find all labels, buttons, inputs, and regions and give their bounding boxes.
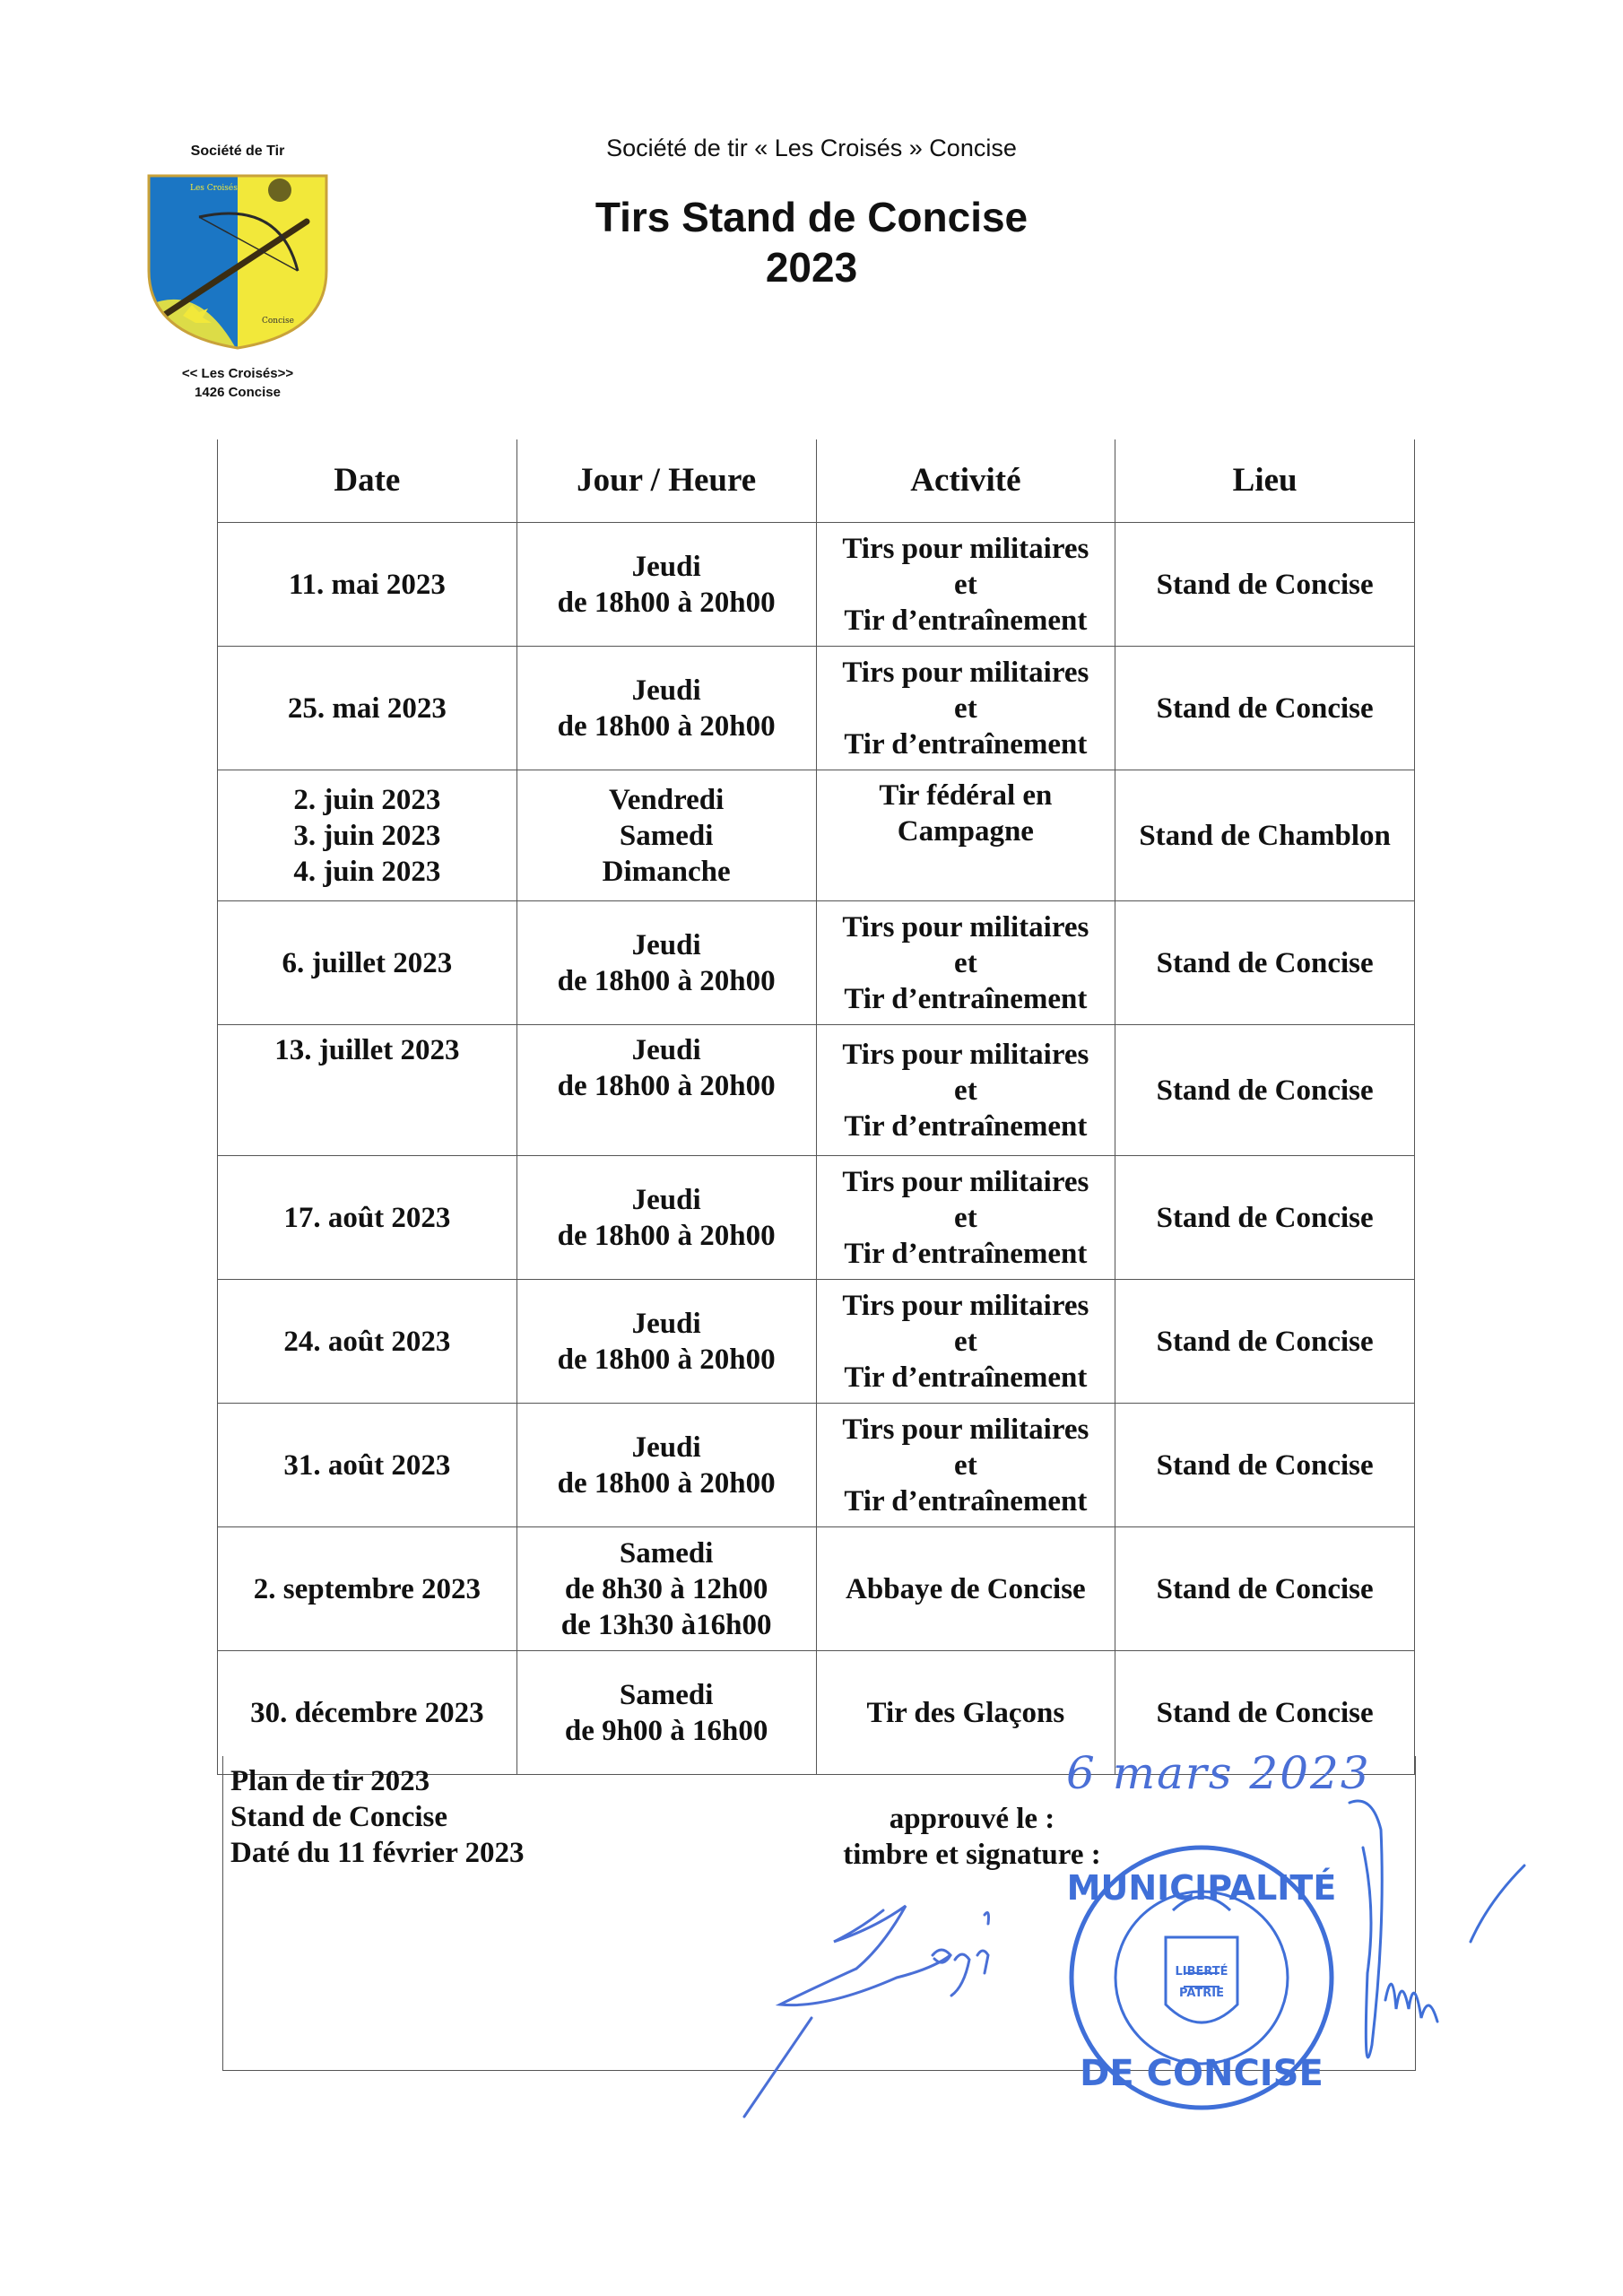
- approved-label: approuvé le :: [889, 1803, 1055, 1835]
- plan-line1: Plan de tir 2023: [230, 1765, 430, 1797]
- cell-date: 17. août 2023: [218, 1156, 517, 1280]
- organization-name: Société de tir « Les Croisés » Concise: [606, 135, 1017, 161]
- cell-lieu: Stand de Concise: [1115, 1280, 1415, 1404]
- cell-activite: Tirs pour militaires et Tir d’entraînement: [816, 901, 1115, 1025]
- cell-date: 31. août 2023: [218, 1404, 517, 1527]
- cell-lieu: Stand de Chamblon: [1115, 770, 1415, 901]
- cell-lieu: Stand de Concise: [1115, 1404, 1415, 1527]
- column-header-jour: Jour / Heure: [516, 439, 816, 523]
- cell-activite: Tirs pour militaires et Tir d’entraînement: [816, 1156, 1115, 1280]
- cell-date: 25. mai 2023: [218, 647, 517, 770]
- cell-lieu: Stand de Concise: [1115, 901, 1415, 1025]
- title-line1: Tirs Stand de Concise: [595, 194, 1028, 240]
- cell-lieu: Stand de Concise: [1115, 523, 1415, 647]
- cell-jour: Jeudi de 18h00 à 20h00: [516, 1156, 816, 1280]
- shield-right-text: Concise: [262, 317, 294, 326]
- cell-date: 2. septembre 2023: [218, 1527, 517, 1651]
- cell-jour: Samedi de 9h00 à 16h00: [516, 1651, 816, 1775]
- cell-jour: Jeudi de 18h00 à 20h00: [516, 647, 816, 770]
- cell-lieu: Stand de Concise: [1115, 1651, 1415, 1775]
- cell-activite: Tir des Glaçons: [816, 1651, 1115, 1775]
- cell-activite: Tirs pour militaires et Tir d’entraînement: [816, 647, 1115, 770]
- cell-activite: Tirs pour militaires et Tir d’entraînement: [816, 1404, 1115, 1527]
- stamp-motto-line2: PATRIE: [1179, 1987, 1224, 2000]
- logo-top-text: Société de Tir: [190, 144, 285, 159]
- cell-activite: Abbaye de Concise: [816, 1527, 1115, 1651]
- cell-lieu: Stand de Concise: [1115, 1025, 1415, 1156]
- plan-line2: Stand de Concise: [230, 1801, 448, 1833]
- cell-date: 11. mai 2023: [218, 523, 517, 647]
- cell-date: 24. août 2023: [218, 1280, 517, 1404]
- cell-activite: Tirs pour militaires et Tir d’entraînement: [816, 523, 1115, 647]
- shield-left-text: Les Croisés: [190, 184, 238, 193]
- signature-left-icon: [744, 1906, 989, 2117]
- column-header-lieu: Lieu: [1115, 439, 1415, 523]
- cell-jour: Jeudi de 18h00 à 20h00: [516, 1280, 816, 1404]
- cell-date: 6. juillet 2023: [218, 901, 517, 1025]
- cell-date: 2. juin 2023 3. juin 2023 4. juin 2023: [218, 770, 517, 901]
- cell-jour: Jeudi de 18h00 à 20h00: [516, 523, 816, 647]
- plan-line3: Daté du 11 février 2023: [230, 1837, 525, 1869]
- cell-lieu: Stand de Concise: [1115, 1527, 1415, 1651]
- stamp-bottom-text: DE CONCISE: [1080, 2053, 1324, 2094]
- stamp-label: timbre et signature :: [843, 1839, 1101, 1871]
- stamp-top-text: MUNICIPALITÉ: [1066, 1868, 1337, 1908]
- signature-right-icon: [1350, 1801, 1524, 2057]
- cell-jour: Jeudi de 18h00 à 20h00: [516, 901, 816, 1025]
- cell-activite: Tirs pour militaires et Tir d’entraînement: [816, 1025, 1115, 1156]
- column-header-activite: Activité: [816, 439, 1115, 523]
- logo-bottom-line1: << Les Croisés>>: [181, 366, 294, 381]
- cell-lieu: Stand de Concise: [1115, 1156, 1415, 1280]
- cell-lieu: Stand de Concise: [1115, 647, 1415, 770]
- logo-bottom-line2: 1426 Concise: [195, 385, 281, 400]
- cell-activite: Tirs pour militaires et Tir d’entraînement: [816, 1280, 1115, 1404]
- cell-date: 13. juillet 2023: [218, 1025, 517, 1156]
- column-header-date: Date: [218, 439, 517, 523]
- handwritten-date: 6 mars 2023: [1066, 1747, 1371, 1799]
- cell-jour: Jeudi de 18h00 à 20h00: [516, 1404, 816, 1527]
- cell-jour: Vendredi Samedi Dimanche: [516, 770, 816, 901]
- cell-jour: Samedi de 8h30 à 12h00 de 13h30 à16h00: [516, 1527, 816, 1651]
- cell-date: 30. décembre 2023: [218, 1651, 517, 1775]
- cell-activite: Tir fédéral en Campagne: [816, 770, 1115, 901]
- stamp-motto-line1: LIBERTÉ: [1175, 1965, 1228, 1979]
- cell-jour: Jeudi de 18h00 à 20h00: [516, 1025, 816, 1156]
- title-line2: 2023: [765, 244, 858, 291]
